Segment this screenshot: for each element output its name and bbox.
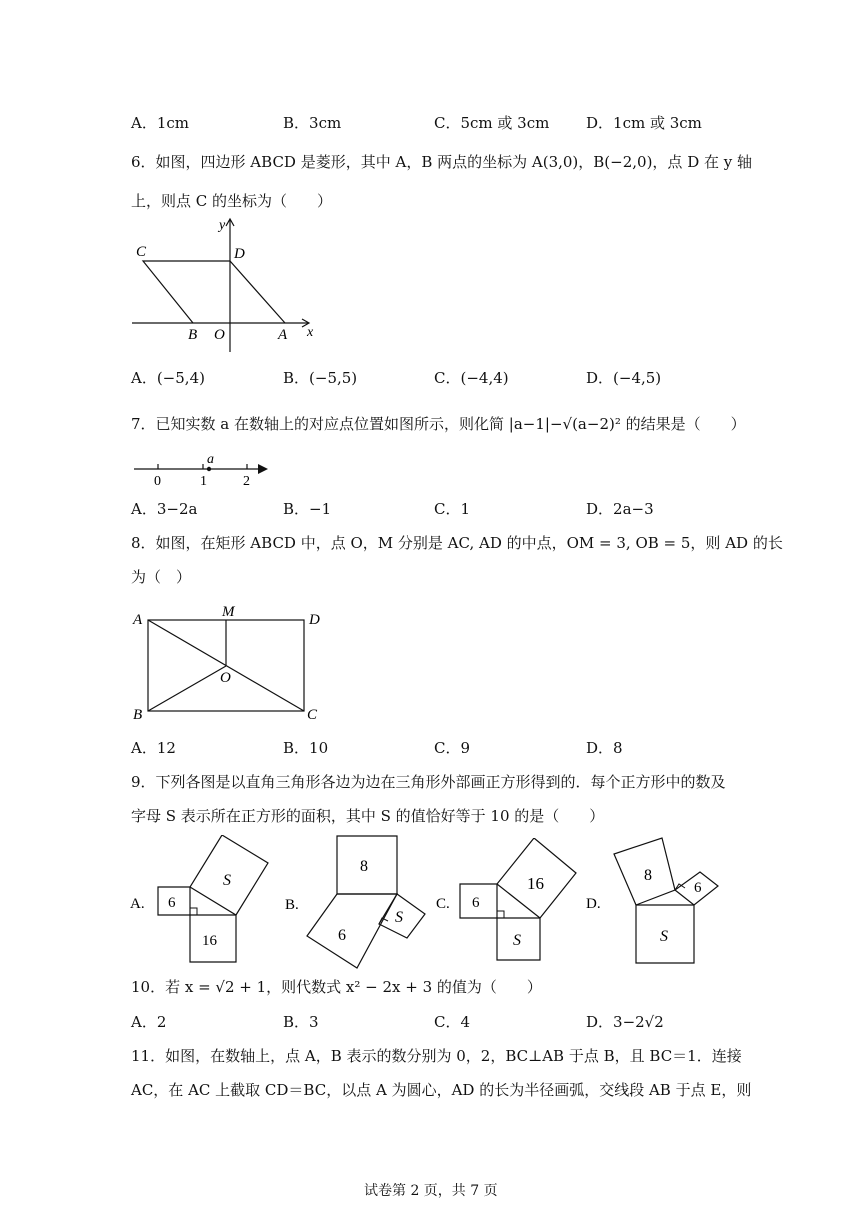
square-16: 16 [527, 874, 544, 893]
tick-2: 2 [243, 474, 250, 488]
q10-stem-line1: 10．若 x = √2 + 1，则代数式 x² − 2x + 3 的值为（ ） [131, 978, 542, 996]
label-a: A [278, 327, 288, 343]
label-d: D [309, 612, 320, 628]
q7-option-a: A．3−2a [131, 500, 198, 518]
q10-option-d: D．3−2√2 [586, 1013, 664, 1031]
square-6: 6 [168, 895, 176, 911]
q8-option-c: C．9 [434, 739, 471, 757]
label-x: x [307, 325, 314, 340]
q6-rhombus-figure [128, 212, 328, 360]
square-6: 6 [472, 895, 480, 911]
q9-figure-a [128, 835, 278, 971]
q5-option-a: A．1cm [131, 114, 190, 132]
q8-stem-line2: 为（ ） [131, 568, 192, 586]
q9-figure-c [434, 838, 584, 974]
q8-rectangle-figure [128, 600, 328, 732]
tick-0: 0 [154, 474, 161, 488]
label-b: B [188, 327, 198, 343]
q8-stem-line1: 8．如图，在矩形 ABCD 中，点 O，M 分别是 AC, AD 的中点，OM = 3, OB = 5，则 AD 的长 [131, 534, 783, 552]
page-footer: 试卷第 2 页，共 7 页 [364, 1183, 498, 1199]
label-o: O [214, 327, 225, 343]
q7-option-c: C．1 [434, 500, 471, 518]
q5-option-c: C．5cm 或 3cm [434, 114, 550, 132]
q11-stem-line1: 11．如图，在数轴上，点 A，B 表示的数分别为 0，2，BC⊥AB 于点 B，且 BC＝1．连接 [131, 1047, 742, 1065]
label-a: a [207, 452, 214, 467]
label-c: C [136, 244, 147, 260]
square-8: 8 [360, 858, 368, 875]
q7-number-line [130, 448, 280, 492]
label-a: A [133, 612, 143, 628]
q9-figure-b [283, 832, 433, 976]
q10-option-c: C．4 [434, 1013, 471, 1031]
option-label: A. [130, 896, 145, 912]
label-o: O [220, 670, 231, 686]
square-s: S [660, 928, 668, 945]
q8-option-b: B．10 [283, 739, 329, 757]
q6-stem-line2: 上，则点 C 的坐标为（ ） [131, 192, 333, 210]
q8-option-a: A．12 [131, 739, 176, 757]
q9-stem-line2: 字母 S 表示所在正方形的面积，其中 S 的值恰好等于 10 的是（ ） [131, 807, 605, 825]
square-8: 8 [644, 867, 652, 884]
option-label: B. [285, 897, 299, 913]
tick-1: 1 [200, 474, 207, 488]
label-c: C [307, 707, 318, 723]
square-6: 6 [694, 880, 702, 896]
q6-option-c: C．(−4,4) [434, 369, 509, 387]
label-y: y [219, 218, 226, 233]
square-s: S [513, 932, 521, 949]
q9-stem-line1: 9．下列各图是以直角三角形各边为边在三角形外部画正方形得到的．每个正方形中的数及 [131, 773, 726, 791]
option-label: D. [586, 896, 601, 912]
q7-option-b: B．−1 [283, 500, 332, 518]
q5-option-d: D．1cm 或 3cm [586, 114, 702, 132]
q6-option-a: A．(−5,4) [131, 369, 205, 387]
square-s: S [395, 909, 403, 926]
q6-option-b: B．(−5,5) [283, 369, 358, 387]
option-label: C. [436, 896, 450, 912]
q9-figure-d [584, 832, 734, 972]
q7-option-d: D．2a−3 [586, 500, 654, 518]
square-s: S [223, 872, 231, 889]
q5-option-b: B．3cm [283, 114, 342, 132]
square-6: 6 [338, 927, 346, 944]
q10-option-b: B．3 [283, 1013, 319, 1031]
label-d: D [234, 246, 245, 262]
label-b: B [133, 707, 143, 723]
q7-stem-line1: 7．已知实数 a 在数轴上的对应点位置如图所示，则化简 |a−1|−√(a−2)² 的结果是（ ） [131, 415, 746, 433]
q8-option-d: D．8 [586, 739, 623, 757]
label-m: M [222, 604, 235, 620]
q11-stem-line2: AC，在 AC 上截取 CD＝BC，以点 A 为圆心，AD 的长为半径画弧，交线段 AB 于点 E，则 [131, 1081, 752, 1099]
q10-option-a: A．2 [131, 1013, 167, 1031]
q6-option-d: D．(−4,5) [586, 369, 662, 387]
square-16: 16 [202, 933, 217, 949]
q6-stem-line1: 6．如图，四边形 ABCD 是菱形，其中 A，B 两点的坐标为 A(3,0)，B(−2,0)，点 D 在 y 轴 [131, 153, 752, 171]
